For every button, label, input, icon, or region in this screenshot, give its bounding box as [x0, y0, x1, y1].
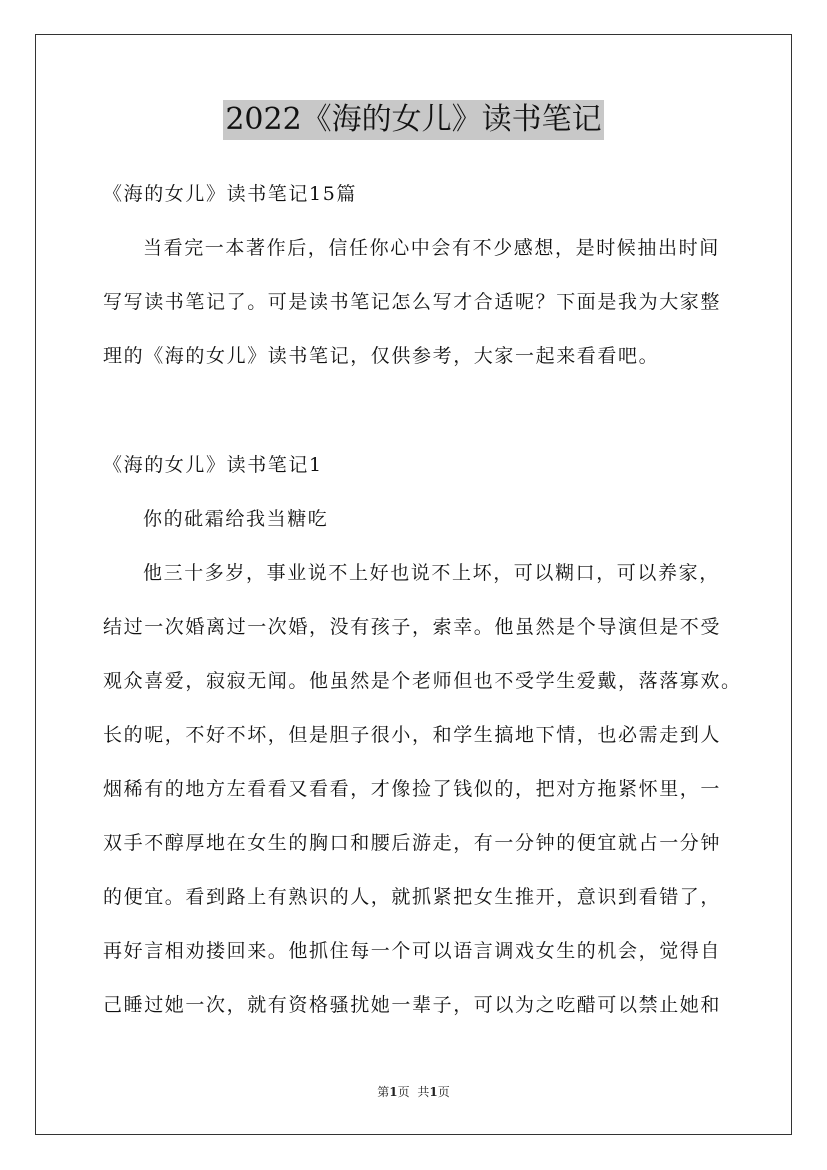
section-heading: 《海的女儿》读书笔记1 — [103, 454, 323, 476]
footer-page-prefix: 第 — [377, 1085, 390, 1099]
section-subheading: 你的砒霜给我当糖吃 — [143, 508, 329, 530]
body-line-8: 再好言相劝搂回来。他抓住每一个可以语言调戏女生的机会，觉得自 — [103, 940, 722, 962]
body-line-3: 观众喜爱，寂寂无闻。他虽然是个老师但也不受学生爱戴，落落寡欢。 — [103, 670, 742, 692]
footer-page-number: 1 — [389, 1085, 398, 1099]
document-subtitle: 《海的女儿》读书笔记15篇 — [103, 183, 357, 205]
body-line-5: 烟稀有的地方左看看又看看，才像捡了钱似的，把对方拖紧怀里，一 — [103, 778, 722, 800]
document-title: 2022《海的女儿》读书笔记 — [223, 100, 603, 140]
body-line-1: 他三十多岁，事业说不上好也说不上坏，可以糊口，可以养家， — [143, 562, 720, 584]
body-line-2: 结过一次婚离过一次婚，没有孩子，索幸。他虽然是个导演但是不受 — [103, 616, 722, 638]
footer-total-suffix: 页 — [437, 1085, 450, 1099]
body-line-9: 己睡过她一次，就有资格骚扰她一辈子，可以为之吃醋可以禁止她和 — [103, 994, 722, 1016]
page-footer — [0, 1084, 827, 1100]
body-line-7: 的便宜。看到路上有熟识的人，就抓紧把女生推开，意识到看错了， — [103, 886, 722, 908]
footer-page-suffix: 页 — [397, 1085, 410, 1099]
footer-total-number: 1 — [429, 1085, 438, 1099]
body-line-4: 长的呢，不好不坏，但是胆子很小，和学生搞地下情，也必需走到人 — [103, 724, 722, 746]
footer-total-prefix: 共 — [417, 1085, 430, 1099]
intro-line-1: 当看完一本著作后，信任你心中会有不少感想，是时候抽出时间 — [143, 237, 720, 259]
body-line-6: 双手不醇厚地在女生的胸口和腰后游走，有一分钟的便宜就占一分钟 — [103, 832, 722, 854]
intro-line-2: 写写读书笔记了。可是读书笔记怎么写才合适呢？下面是我为大家整 — [103, 291, 722, 313]
title-container — [0, 100, 827, 140]
intro-line-3: 理的《海的女儿》读书笔记，仅供参考，大家一起来看看吧。 — [103, 345, 660, 367]
